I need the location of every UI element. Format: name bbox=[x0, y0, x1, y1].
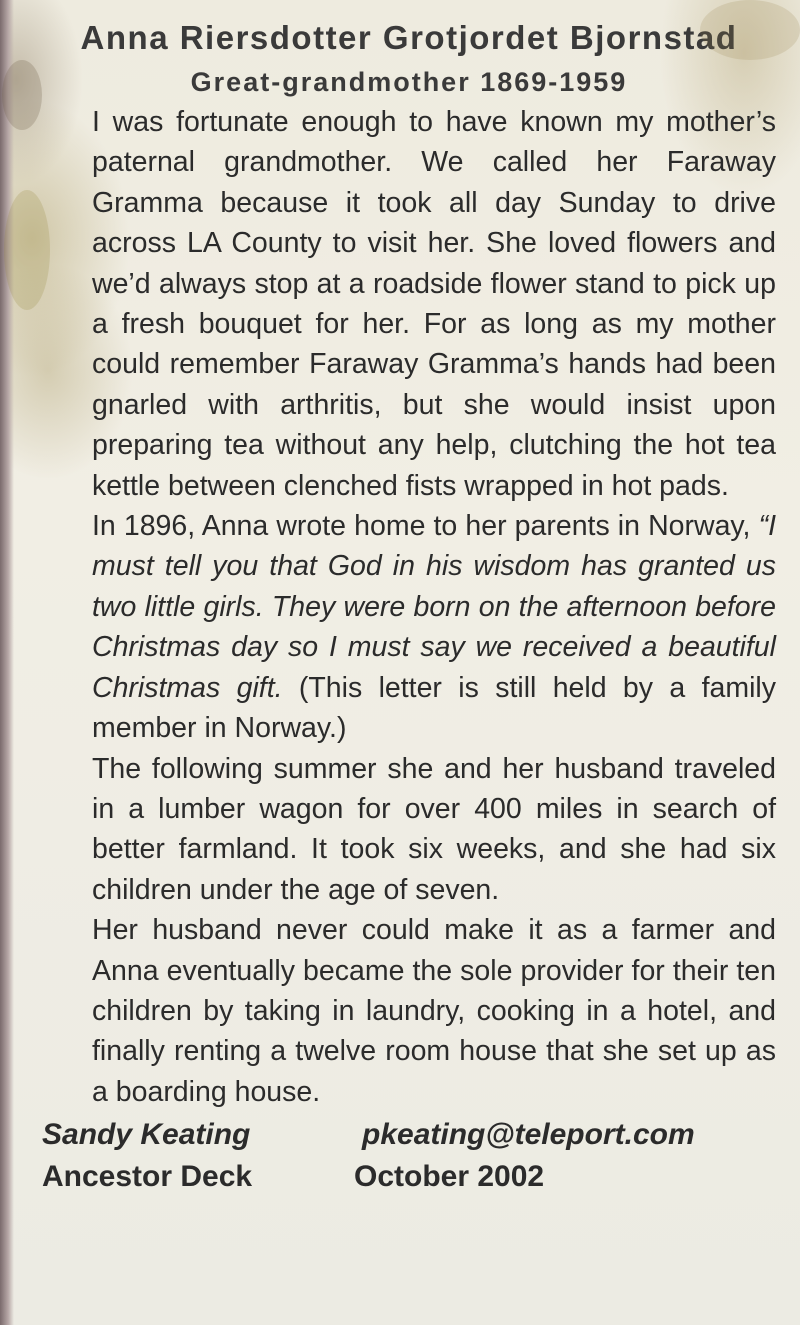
author-name: Sandy Keating bbox=[42, 1118, 251, 1152]
paragraph-memory: I was fortunate enough to have known my mother’s paternal grandmother. We called her Faraway Gramma because it took all day Sunday to drive across LA County to visit her. She loved flowers and we’d always stop at a roadside flower stand to pick up a fresh bouquet for her. For as long as my mother could remember Faraway Gramma’s hands had been gnarled with arthritis, but she would insist upon preparing tea without any help, clutching the hot tea kettle between clenched fists wrapped in hot pads. bbox=[92, 106, 776, 502]
signature bbox=[42, 1114, 776, 1156]
letter-intro: In 1896, Anna wrote home to her parents in Norway, bbox=[92, 510, 759, 543]
author-email: pkeating@teleport.com bbox=[362, 1118, 695, 1152]
publication-name: Ancestor Deck bbox=[42, 1160, 253, 1194]
paragraph-journey: The following summer she and her husband traveled in a lumber wagon for over 400 miles in search of better farmland. It took six weeks, and she had six children under the age of seven. bbox=[92, 752, 776, 906]
publication-date: October 2002 bbox=[354, 1160, 545, 1194]
torn-edge bbox=[0, 0, 14, 1325]
publication-footer bbox=[42, 1156, 776, 1198]
subtitle: Great-grandmother 1869-1959 bbox=[190, 67, 628, 97]
letter-quote: “I must tell you that God in his wisdom has granted us two little girls. They were born on the afternoon before Christmas day so I must say we received a beautiful Christmas gift. bbox=[92, 510, 776, 704]
letter-outro: (This letter is still held by a family member in Norway.) bbox=[92, 671, 776, 745]
paragraph-provider: Her husband never could make it as a farmer and Anna eventually became the sole provider for their ten children by taking in laundry, cooking in a hotel, and finally renting a twelve room house that she set up as a boarding house. bbox=[92, 914, 776, 1108]
page-title: Anna Riersdotter Grotjordet Bjornstad bbox=[80, 19, 738, 56]
paragraph-letter bbox=[42, 506, 776, 748]
